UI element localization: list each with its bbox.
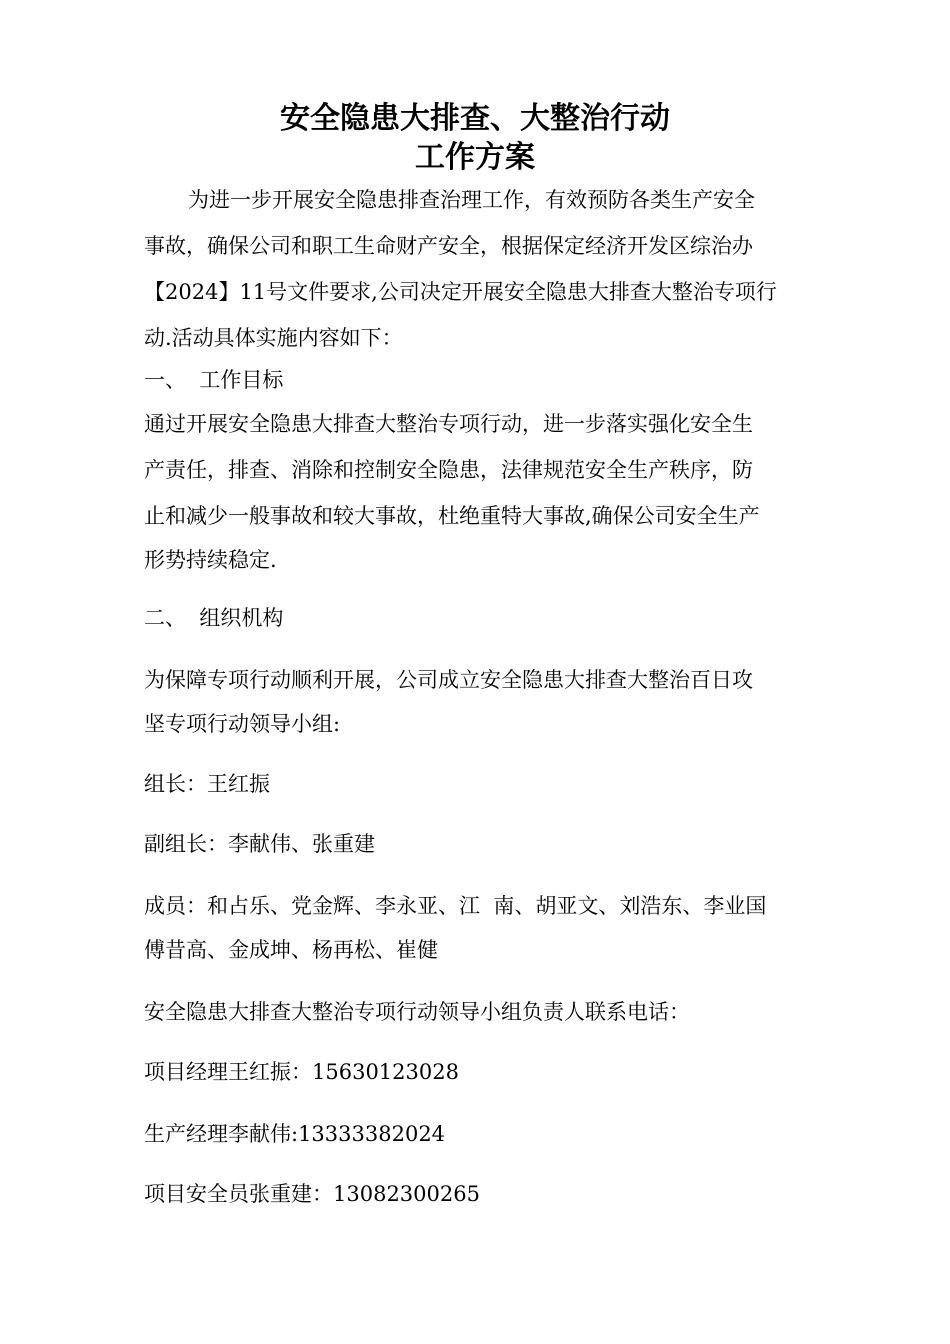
section-1-line-3: 止和减少一般事故和较大事故，杜绝重特大事故,确保公司安全生产	[144, 504, 760, 528]
contact-project-manager: 项目经理王红振：15630123028	[144, 1060, 459, 1084]
members-line-2: 傅昔高、金成坤、杨再松、崔健	[144, 938, 438, 962]
contact-production-manager: 生产经理李献伟:13333382024	[144, 1122, 446, 1146]
section-2-line-1: 为保障专项行动顺利开展，公司成立安全隐患大排查大整治百日攻	[144, 668, 753, 692]
section-1-line-4: 形势持续稳定.	[144, 548, 277, 572]
group-leader: 组长：王红振	[144, 772, 270, 796]
section-1-line-2: 产责任，排查、消除和控制安全隐患，法律规范安全生产秩序，防	[144, 458, 753, 482]
members-line-1: 成员：和占乐、党金辉、李永亚、江 南、胡亚文、刘浩东、李业国	[144, 894, 767, 918]
section-2-line-2: 坚专项行动领导小组:	[144, 712, 341, 736]
contact-heading: 安全隐患大排查大整治专项行动领导小组负责人联系电话：	[144, 1000, 690, 1024]
section-1-line-1: 通过开展安全隐患大排查大整治专项行动，进一步落实强化安全生	[144, 412, 753, 436]
contact-safety-officer: 项目安全员张重建：13082300265	[144, 1182, 480, 1206]
intro-line-1: 为进一步开展安全隐患排查治理工作，有效预防各类生产安全	[188, 188, 755, 212]
section-1-heading: 一、 工作目标	[144, 368, 284, 392]
section-2-heading: 二、 组织机构	[144, 606, 284, 630]
intro-line-2: 事故，确保公司和职工生命财产安全，根据保定经济开发区综治办	[144, 234, 753, 258]
deputy-leader: 副组长：李献伟、张重建	[144, 832, 375, 856]
document-title-line-2: 工作方案	[415, 140, 535, 175]
intro-line-4: 动.活动具体实施内容如下：	[144, 326, 403, 350]
intro-line-3: 【2024】11号文件要求,公司决定开展安全隐患大排查大整治专项行	[144, 280, 777, 304]
document-title-line-1: 安全隐患大排查、大整治行动	[280, 101, 670, 136]
